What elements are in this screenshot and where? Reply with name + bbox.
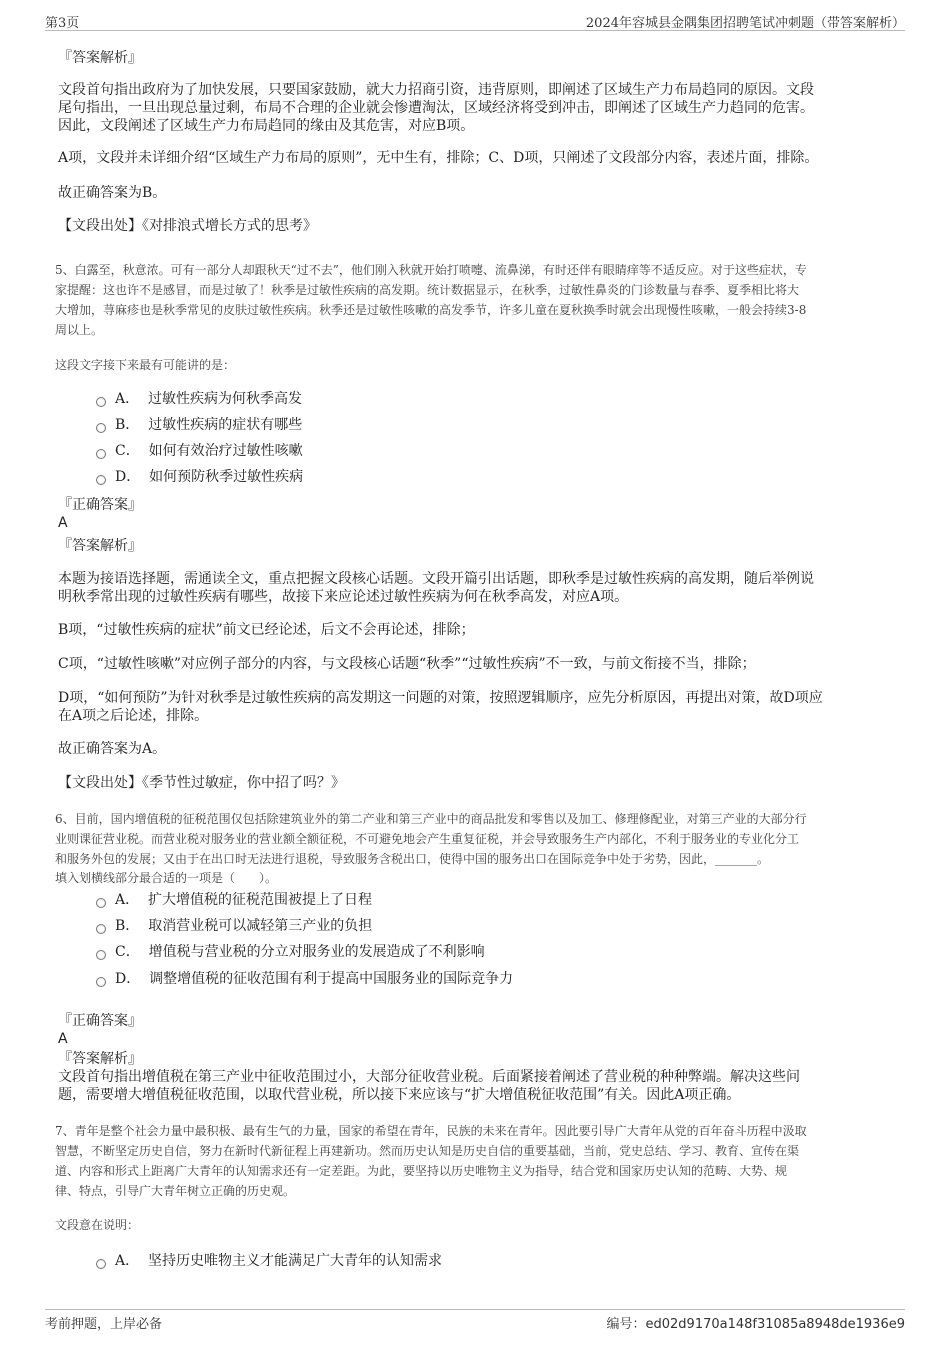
q6-option-a[interactable] (115, 892, 372, 909)
option-b-radio[interactable] (96, 924, 106, 934)
option-key: A． (115, 391, 140, 407)
q5-source: 【文段出处】《季节性过敏症，你中招了吗？》 (58, 775, 345, 791)
q5-analysis-label: 『答案解析』 (58, 538, 142, 554)
q5-conclusion: 故正确答案为A。 (58, 741, 167, 757)
q7-stem-line: 道、内容和形式上距离广大青年的认知需求还有一定差距。为此，要坚持以历史唯物主义为指导，结合党和国家历史认知的范畴、大势、规 (55, 1164, 788, 1178)
q5-prompt: 这段文字接下来最有可能讲的是： (55, 358, 236, 372)
q5-answer: A (58, 515, 68, 531)
option-c-radio[interactable] (96, 449, 106, 459)
q4-conclusion: 故正确答案为B。 (58, 185, 167, 201)
option-key: D． (115, 971, 141, 987)
q5-answer-label: 『正确答案』 (58, 497, 142, 513)
footer-divider (45, 1309, 905, 1310)
q5-analysis-line: 明秋季常出现的过敏性疾病有哪些，故接下来应论述过敏性疾病为何在秋季高发，对应A项。 (58, 589, 629, 605)
option-a-radio[interactable] (96, 397, 106, 407)
q7-option-a[interactable] (115, 1253, 442, 1270)
q7-prompt: 文段意在说明： (55, 1218, 140, 1232)
q6-option-d[interactable] (115, 971, 513, 988)
q7-stem-line: 律、特点，引导广大青年树立正确的历史观。 (55, 1184, 296, 1198)
option-b-radio[interactable] (96, 423, 106, 433)
q6-option-b[interactable] (115, 918, 372, 935)
footer-code-label: 编号： (606, 1317, 646, 1332)
q4-exclude-line: A项，文段并未详细介绍“区域生产力布局的原则”，无中生有，排除；C、D项，只阐述了文段部分内容，表述片面，排除。 (58, 150, 819, 166)
footer-code (606, 1313, 905, 1332)
page-number: 第3页 (45, 16, 80, 31)
option-text: 如何预防秋季过敏性疾病 (149, 469, 304, 485)
option-key: A． (115, 1253, 140, 1269)
document-title: 2024年容城县金隅集团招聘笔试冲刺题（带答案解析） (585, 16, 905, 31)
q5-analysis-line: 本题为接语选择题，需通读全文，重点把握文段核心话题。文段开篇引出话题，即秋季是过敏性疾病的高发期，随后举例说 (58, 571, 814, 587)
option-key: C． (115, 443, 140, 459)
footer-slogan: 考前押题，上岸必备 (45, 1317, 163, 1332)
q5-stem-line: 大增加，荨麻疹也是秋季常见的皮肤过敏性疾病。秋季还是过敏性咳嗽的高发季节，许多儿童在夏秋换季时就会出现慢性咳嗽，一般会持续3-8 (55, 303, 807, 317)
q4-analysis-label: 『答案解析』 (58, 50, 142, 66)
option-text: 取消营业税可以减轻第三产业的负担 (148, 918, 373, 934)
q5-option-a[interactable] (115, 391, 302, 408)
q6-answer: A (58, 1031, 68, 1047)
option-text: 坚持历史唯物主义才能满足广大青年的认知需求 (148, 1253, 443, 1269)
q6-stem-line: 6、目前，国内增值税的征税范围仅包括除建筑业外的第二产业和第三产业中的商品批发和零售以及加工、修理修配业，对第三产业的大部分行 (55, 812, 807, 826)
q6-analysis-label: 『答案解析』 (58, 1051, 142, 1067)
header-divider (45, 30, 905, 31)
q4-source: 【文段出处】《对排浪式增长方式的思考》 (58, 218, 317, 234)
q5-option-b[interactable] (115, 417, 302, 434)
option-d-radio[interactable] (96, 977, 106, 987)
q6-stem-line: 业则课征营业税。而营业税对服务业的营业额全额征税，不可避免地会产生重复征税，并会导致服务生产内部化，不利于服务业的专业化分工 (55, 832, 800, 846)
q4-analysis-line: 因此，文段阐述了区域生产力布局趋同的缘由及其危害，对应B项。 (58, 118, 475, 134)
option-key: D． (115, 469, 141, 485)
option-a-radio[interactable] (96, 1259, 106, 1269)
option-key: C． (115, 944, 140, 960)
q6-analysis-line: 文段首句指出增值税在第三产业中征收范围过小，大部分征收营业税。后面紧接着阐述了营业税的种种弊端。解决这些问 (58, 1069, 800, 1085)
q6-option-c[interactable] (115, 944, 485, 961)
option-text: 过敏性疾病为何秋季高发 (148, 391, 303, 407)
option-key: B． (115, 417, 140, 433)
option-d-radio[interactable] (96, 475, 106, 485)
option-c-radio[interactable] (96, 950, 106, 960)
option-text: 扩大增值税的征税范围被提上了日程 (148, 892, 373, 908)
option-text: 如何有效治疗过敏性咳嗽 (148, 443, 303, 459)
option-a-radio[interactable] (96, 898, 106, 908)
q5-option-c-analysis: C项，“过敏性咳嗽”对应例子部分的内容，与文段核心话题“秋季”“过敏性疾病”不一致，与前文衔接不当，排除； (58, 656, 756, 672)
q4-analysis-line: 文段首句指出政府为了加快发展，只要国家鼓励，就大力招商引资，违背原则，即阐述了区域生产力布局趋同的原因。文段 (58, 82, 814, 98)
option-text: 增值税与营业税的分立对服务业的发展造成了不利影响 (148, 944, 485, 960)
q4-analysis-line: 尾句指出，一旦出现总量过剩，布局不合理的企业就会惨遭淘汰，区域经济将受到冲击，即阐述了区域生产力趋同的危害。 (58, 100, 814, 116)
q5-option-d[interactable] (115, 469, 303, 486)
option-key: B． (115, 918, 140, 934)
q6-prompt: 填入划横线部分最合适的一项是（ ）。 (55, 871, 278, 885)
q6-stem-line: 和服务外包的发展；又由于在出口时无法进行退税，导致服务含税出口，使得中国的服务出口在国际竞争中处于劣势，因此，_______。 (55, 852, 770, 866)
option-key: A． (115, 892, 140, 908)
q5-stem-line: 周以上。 (55, 323, 104, 337)
option-text: 调整增值税的征收范围有利于提高中国服务业的国际竞争力 (149, 971, 514, 987)
q5-option-b-analysis: B项，“过敏性疾病的症状”前文已经论述，后文不会再论述，排除； (58, 622, 475, 638)
q6-analysis-line: 题，需要增大增值税征收范围，以取代营业税，所以接下来应该与“扩大增值税征收范围”有关。因此A项正确。 (58, 1087, 741, 1103)
q6-answer-label: 『正确答案』 (58, 1013, 142, 1029)
q5-option-c[interactable] (115, 443, 303, 460)
q5-option-d-analysis: 在A项之后论述，排除。 (58, 708, 209, 724)
q7-stem-line: 智慧，不断坚定历史自信，努力在新时代新征程上再建新功。然而历史认知是历史自信的重要基础，当前，党史总结、学习、教育、宣传在渠 (55, 1144, 800, 1158)
option-text: 过敏性疾病的症状有哪些 (148, 417, 303, 433)
q5-stem-line: 5、白露至，秋意浓。可有一部分人却跟秋天“过不去”，他们刚入秋就开始打喷嚏、流鼻涕，有时还伴有眼睛痒等不适反应。对于这些症状，专 (55, 263, 807, 277)
q5-option-d-analysis: D项，“如何预防”为针对秋季是过敏性疾病的高发期这一问题的对策，按照逻辑顺序，应先分析原因，再提出对策，故D项应 (58, 690, 823, 706)
footer-code-value: ed02d9170a148f31085a8948de1936e9 (645, 1317, 905, 1332)
q7-stem-line: 7、青年是整个社会力量中最积极、最有生气的力量，国家的希望在青年，民族的未来在青年。因此要引导广大青年从党的百年奋斗历程中汲取 (55, 1124, 807, 1138)
q5-stem-line: 家提醒：这也许不是感冒，而是过敏了！秋季是过敏性疾病的高发期。统计数据显示，在秋季，过敏性鼻炎的门诊数量与春季、夏季相比将大 (55, 283, 800, 297)
